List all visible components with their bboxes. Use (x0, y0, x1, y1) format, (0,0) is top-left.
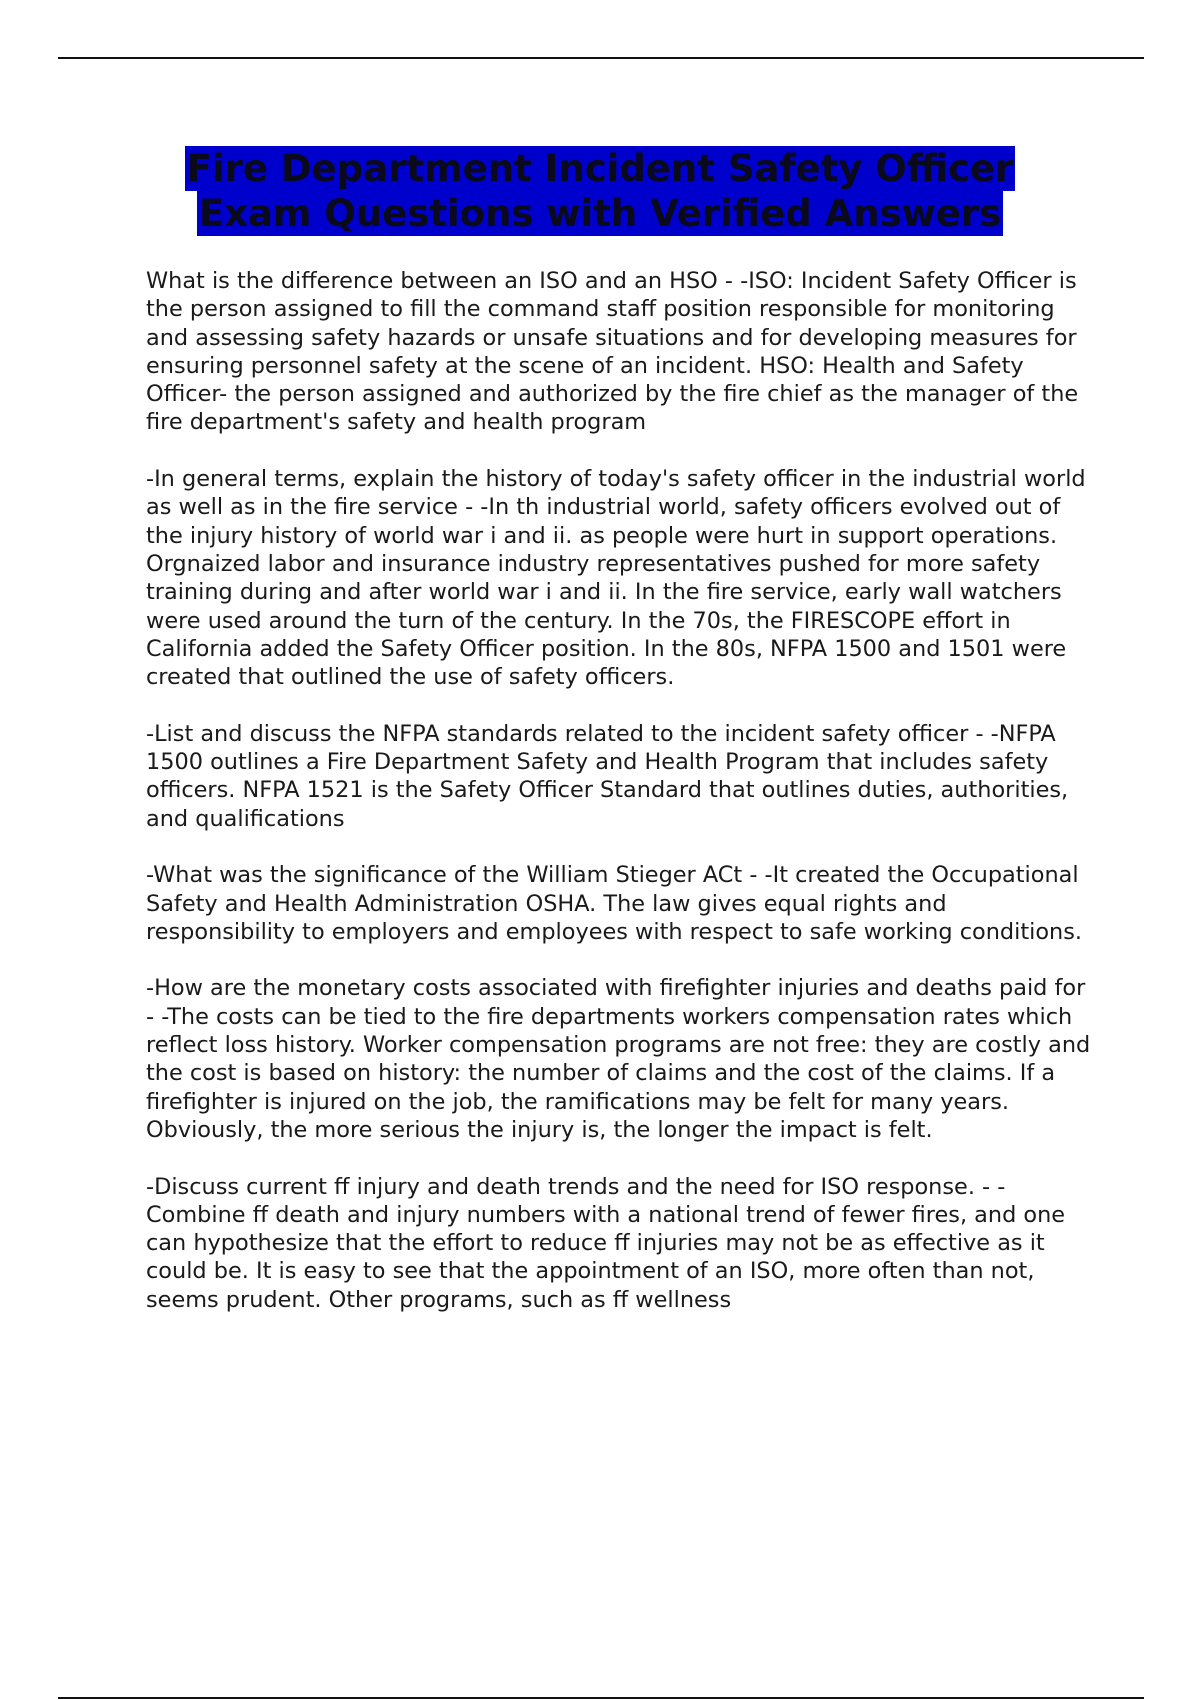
bottom-rule (58, 1697, 1144, 1699)
title-line-1: Fire Department Incident Safety Officer (186, 147, 1014, 190)
qa-paragraph: -Discuss current ff injury and death trends and the need for ISO response. - -Combine ff death and injury numbers with a national trend of fewer fires, and one can hypothesize that the effort to reduce ff injuries may not be as effective as it could be. It is easy to see that the appointment of an ISO, more often than not, seems prudent. Other programs, such as ff wellness (146, 1173, 1066, 1313)
qa-paragraph: -List and discuss the NFPA standards related to the incident safety officer - -NFPA 1500 outlines a Fire Department Safety and Health Program that includes safety officers. NFPA 1521 is the Safety Officer Standard that outlines duties, authorities, and qualifications (146, 720, 1069, 832)
document-body (146, 267, 1094, 1342)
qa-paragraph: -What was the significance of the William Stieger ACt - -It created the Occupational Safety and Health Administration OSHA. The law gives equal rights and responsibility to employers and employees with respect to safe working conditions. (146, 862, 1083, 945)
document-title (0, 146, 1200, 236)
title-line-2: Exam Questions with Verified Answers (198, 192, 1002, 235)
qa-paragraph: -How are the monetary costs associated with firefighter injuries and deaths paid for - -The costs can be tied to the fire departments workers compensation rates which reflect loss history. Worker compensation programs are not free: they are costly and the cost is based on history: the number of claims and the cost of the claims. If a firefighter is injured on the job, the ramifications may be felt for many years. Obviously, the more serious the injury is, the longer the impact is felt. (146, 975, 1091, 1143)
top-rule (58, 57, 1144, 59)
qa-paragraph: What is the difference between an ISO and an HSO - -ISO: Incident Safety Officer is the person assigned to fill the command staff position responsible for monitoring and assessing safety hazards or unsafe situations and for developing measures for ensuring personnel safety at the scene of an incident. HSO: Health and Safety Officer- the person assigned and authorized by the fire chief as the manager of the fire department's safety and health program (146, 268, 1079, 436)
qa-paragraph: -In general terms, explain the history of today's safety officer in the industrial world as well as in the fire service - -In th industrial world, safety officers evolved out of the injury history of world war i and ii. as people were hurt in support operations. Orgnaized labor and insurance industry representatives pushed for more safety training during and after world war i and ii. In the fire service, early wall watchers were used around the turn of the century. In the 70s, the FIRESCOPE effort in California added the Safety Officer position. In the 80s, NFPA 1500 and 1501 were created that outlined the use of safety officers. (146, 466, 1086, 691)
